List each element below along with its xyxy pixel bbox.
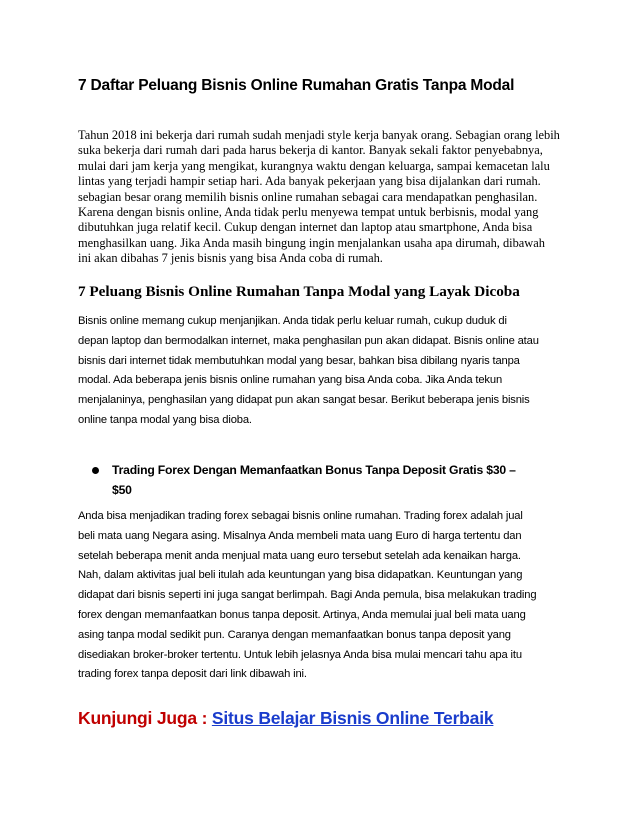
text-line: Nah, dalam aktivitas jual beli itulah ada keuntungan yang bisa didapatkan. Keuntungan yang — [78, 569, 523, 582]
text-line: depan laptop dan bermodalkan internet, maka penghasilan pun akan didapat. Bisnis online atau — [78, 334, 539, 347]
bullet-line: Trading Forex Dengan Memanfaatkan Bonus Tanpa Deposit Gratis $30 – — [112, 463, 516, 477]
visit-link[interactable]: Situs Belajar Bisnis Online Terbaik — [211, 708, 494, 728]
text-line: Bisnis online memang cukup menjanjikan. Anda tidak perlu keluar rumah, cukup duduk di — [78, 315, 507, 327]
text-line: asing tanpa modal sedikit pun. Caranya dengan memanfaatkan bonus tanpa deposit yang — [78, 628, 511, 641]
intro-paragraph — [78, 128, 564, 267]
text-line: forex dengan memanfaatkan bonus tanpa deposit. Artinya, Anda memulai jual beli mata uang — [78, 608, 526, 621]
document-title: 7 Daftar Peluang Bisnis Online Rumahan Gratis Tanpa Modal — [78, 77, 515, 94]
text-line: lintas yang terjadi hampir setiap hari. Ada banyak pekerjaan yang bisa dijalankan dari rumah. — [78, 174, 541, 189]
text-line: dibutuhkan juga relatif kecil. Cukup dengan internet dan laptop atau smartphone, Anda bisa — [78, 220, 533, 235]
text-line: disediakan broker-broker tertentu. Untuk lebih jelasnya Anda bisa mulai mencari tahu apa itu — [78, 648, 522, 661]
text-line: trading forex tanpa deposit dari link dibawah ini. — [78, 668, 307, 681]
text-line: modal. Ada beberapa jenis bisnis online rumahan yang bisa Anda coba. Jika Anda tekun — [78, 374, 503, 387]
visit-also — [78, 706, 493, 730]
bullet-line: $50 — [112, 483, 132, 497]
text-line: mulai dari jam kerja yang mengikat, kurangnya waktu dengan keluarga, sampai kemacetan lalu — [78, 158, 550, 173]
text-line: beli mata uang Negara asing. Misalnya Anda membeli mata uang Euro di harga tertentu dan — [78, 529, 522, 542]
bullet-dot-icon — [92, 467, 99, 474]
forex-paragraph — [78, 507, 568, 685]
text-line: menjalaninya, penghasilan yang didapat pun akan sangat besar. Berikut beberapa jenis bisnis — [78, 394, 530, 407]
text-line: sebagian besar orang memilih bisnis online rumahan sebagai cara mendapatkan penghasilan. — [78, 189, 538, 204]
section-heading: 7 Peluang Bisnis Online Rumahan Tanpa Modal yang Layak Dicoba — [78, 283, 520, 300]
text-line: Tahun 2018 ini bekerja dari rumah sudah menjadi style kerja banyak orang. Sebagian orang lebih — [78, 128, 560, 142]
text-line: didapat dari bisnis seperti ini juga sangat berlimpah. Bagi Anda pemula, bisa melakukan trading — [78, 589, 537, 602]
text-line: suka bekerja dari rumah dari pada harus bekerja di kantor. Banyak sekali faktor penyebabnya, — [78, 143, 543, 158]
section-paragraph — [78, 312, 568, 431]
bullet-text — [112, 460, 516, 500]
text-line: Anda bisa menjadikan trading forex sebagai bisnis online rumahan. Trading forex adalah jual — [78, 510, 523, 522]
visit-label: Kunjungi Juga : — [78, 708, 212, 728]
text-line: online tanpa modal yang bisa dioba. — [78, 413, 252, 426]
text-line: ini akan dibahas 7 jenis bisnis yang bisa Anda coba di rumah. — [78, 251, 383, 266]
text-line: setelah beberapa menit anda menjual mata uang euro tersebut setelah ada kenaikan harga. — [78, 549, 521, 562]
text-line: Karena dengan bisnis online, Anda tidak perlu menyewa tempat untuk berbisnis, modal yang — [78, 205, 539, 220]
text-line: menghasilkan uang. Jika Anda masih bingung ingin menjalankan usaha apa dirumah, dibawah — [78, 235, 545, 250]
text-line: bisnis dari internet tidak membutuhkan modal yang besar, bahkan bisa dibilang nyaris tanpa — [78, 354, 520, 367]
